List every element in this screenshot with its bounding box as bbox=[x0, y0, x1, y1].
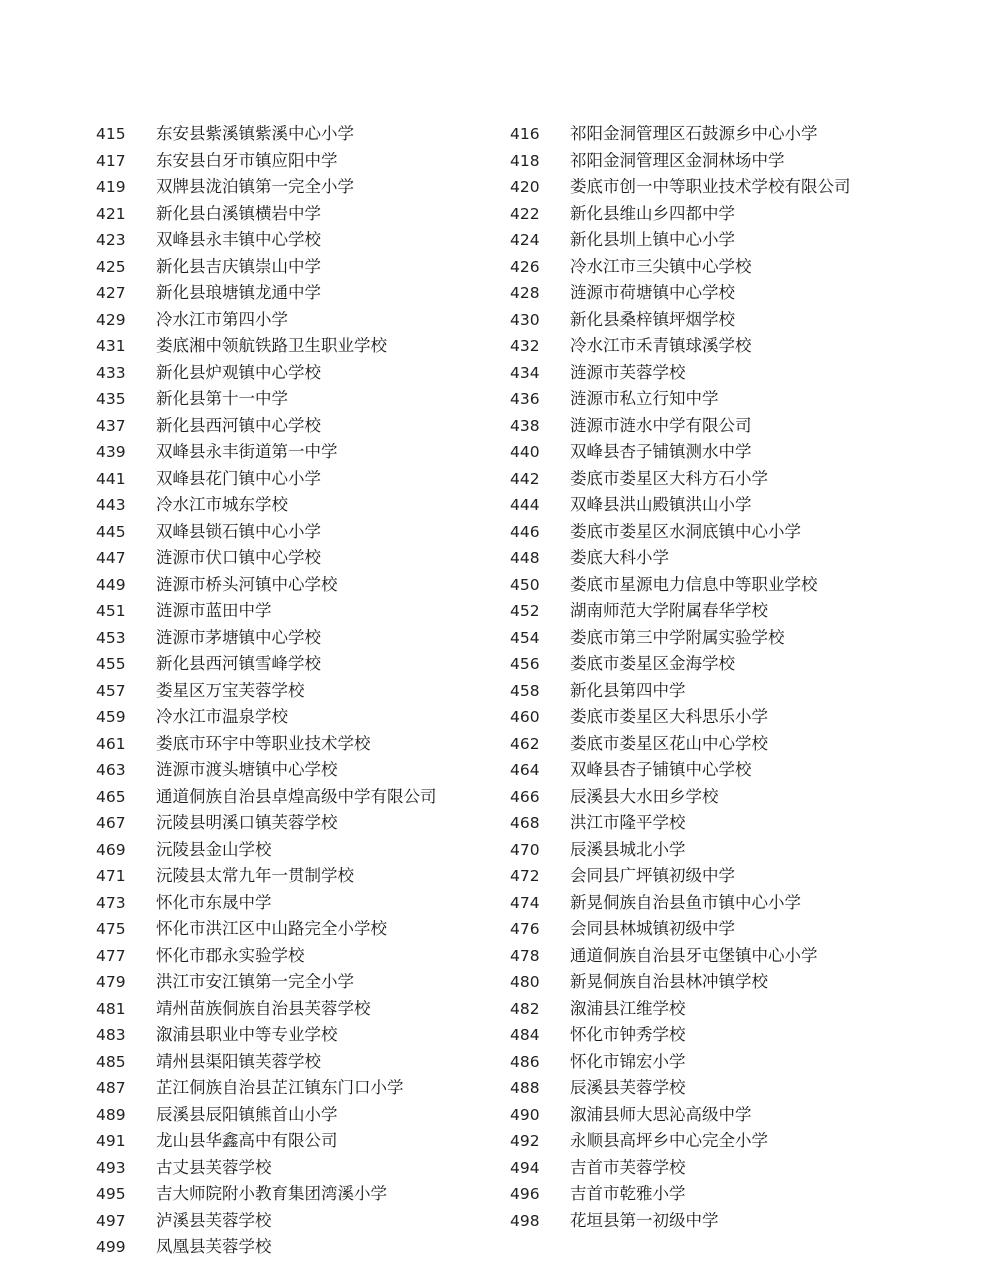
list-item bbox=[96, 201, 506, 228]
school-name: 溆浦县江维学校 bbox=[570, 998, 686, 1018]
list-item bbox=[96, 227, 506, 254]
item-number: 464 bbox=[510, 761, 540, 779]
school-name: 新化县第十一中学 bbox=[156, 389, 288, 408]
item-number: 468 bbox=[510, 814, 540, 832]
list-item bbox=[96, 598, 506, 625]
item-number: 432 bbox=[510, 337, 540, 355]
school-name: 会同县林城镇初级中学 bbox=[570, 919, 735, 938]
list-item bbox=[510, 1155, 950, 1182]
item-number: 496 bbox=[510, 1185, 540, 1203]
list-item bbox=[96, 148, 506, 175]
list-item bbox=[510, 148, 950, 175]
school-name: 娄底市娄星区大科思乐小学 bbox=[570, 707, 768, 726]
item-number: 454 bbox=[510, 628, 540, 647]
list-item bbox=[510, 360, 950, 387]
item-number: 452 bbox=[510, 602, 540, 620]
school-name: 新化县西河镇中心学校 bbox=[156, 415, 321, 435]
item-number: 486 bbox=[510, 1052, 540, 1071]
school-name: 新化县维山乡四都中学 bbox=[570, 203, 735, 223]
list-item bbox=[510, 863, 950, 890]
item-number: 497 bbox=[96, 1211, 126, 1230]
item-number: 456 bbox=[510, 655, 540, 673]
list-item bbox=[96, 704, 506, 731]
item-number: 475 bbox=[96, 920, 126, 938]
item-number: 484 bbox=[510, 1026, 540, 1044]
list-item bbox=[96, 943, 506, 970]
list-item bbox=[96, 916, 506, 943]
list-item bbox=[510, 1181, 950, 1208]
item-number: 415 bbox=[96, 125, 126, 143]
school-name: 涟源市伏口镇中心学校 bbox=[156, 548, 321, 567]
item-number: 430 bbox=[510, 310, 540, 329]
school-name: 双峰县永丰街道第一中学 bbox=[156, 442, 338, 461]
item-number: 493 bbox=[96, 1158, 126, 1177]
item-number: 442 bbox=[510, 469, 540, 488]
item-number: 474 bbox=[510, 893, 540, 912]
item-number: 470 bbox=[510, 840, 540, 859]
item-number: 434 bbox=[510, 363, 540, 382]
school-name: 双峰县杏子铺镇中心学校 bbox=[570, 760, 752, 779]
item-number: 416 bbox=[510, 125, 540, 143]
school-name: 涟源市芙蓉学校 bbox=[570, 362, 686, 382]
list-item bbox=[510, 916, 950, 943]
list-item bbox=[96, 890, 506, 917]
list-item bbox=[510, 201, 950, 228]
item-number: 467 bbox=[96, 814, 126, 832]
list-item bbox=[96, 1022, 506, 1049]
list-item bbox=[96, 333, 506, 360]
school-name: 芷江侗族自治县芷江镇东门口小学 bbox=[156, 1078, 404, 1097]
school-name: 娄底湘中领航铁路卫生职业学校 bbox=[156, 336, 387, 355]
item-number: 418 bbox=[510, 151, 540, 170]
item-number: 465 bbox=[96, 787, 126, 806]
school-name: 冷水江市温泉学校 bbox=[156, 707, 288, 726]
list-item bbox=[510, 678, 950, 705]
item-number: 441 bbox=[96, 469, 126, 488]
item-number: 463 bbox=[96, 761, 126, 779]
school-name: 靖州县渠阳镇芙蓉学校 bbox=[156, 1051, 321, 1071]
list-item bbox=[96, 466, 506, 493]
left-column bbox=[96, 121, 506, 1261]
item-number: 485 bbox=[96, 1052, 126, 1071]
school-name: 辰溪县芙蓉学校 bbox=[570, 1078, 686, 1097]
item-number: 478 bbox=[510, 946, 540, 965]
school-name: 娄底市娄星区花山中心学校 bbox=[570, 733, 768, 753]
item-number: 428 bbox=[510, 284, 540, 302]
list-item bbox=[510, 625, 950, 652]
school-name: 洪江市安江镇第一完全小学 bbox=[156, 972, 354, 991]
school-name: 靖州苗族侗族自治县芙蓉学校 bbox=[156, 998, 371, 1018]
list-item bbox=[510, 174, 950, 201]
school-name: 新化县琅塘镇龙通中学 bbox=[156, 283, 321, 302]
school-name: 双峰县杏子铺镇测水中学 bbox=[570, 442, 752, 461]
list-item bbox=[510, 784, 950, 811]
list-item bbox=[510, 386, 950, 413]
item-number: 461 bbox=[96, 734, 126, 753]
item-number: 477 bbox=[96, 946, 126, 965]
item-number: 489 bbox=[96, 1105, 126, 1124]
list-item bbox=[96, 1181, 506, 1208]
school-name: 涟源市渡头塘镇中心学校 bbox=[156, 760, 338, 779]
school-name: 冷水江市禾青镇球溪学校 bbox=[570, 336, 752, 355]
list-item bbox=[510, 439, 950, 466]
item-number: 499 bbox=[96, 1238, 126, 1256]
list-item bbox=[510, 333, 950, 360]
school-name: 新化县炉观镇中心学校 bbox=[156, 362, 321, 382]
list-item bbox=[510, 227, 950, 254]
list-item bbox=[510, 519, 950, 546]
school-name: 新化县吉庆镇崇山中学 bbox=[156, 256, 321, 276]
school-name: 新化县第四中学 bbox=[570, 680, 686, 700]
school-name: 通道侗族自治县牙屯堡镇中心小学 bbox=[570, 945, 818, 965]
list-item bbox=[510, 731, 950, 758]
list-item bbox=[96, 307, 506, 334]
item-number: 448 bbox=[510, 549, 540, 567]
school-name: 新化县圳上镇中心小学 bbox=[570, 230, 735, 249]
school-name: 娄底市第三中学附属实验学校 bbox=[570, 627, 785, 647]
school-name: 冷水江市三尖镇中心学校 bbox=[570, 256, 752, 276]
item-number: 480 bbox=[510, 973, 540, 991]
school-name: 涟源市蓝田中学 bbox=[156, 601, 272, 620]
list-item bbox=[96, 1049, 506, 1076]
school-name: 沅陵县明溪口镇芙蓉学校 bbox=[156, 813, 338, 832]
school-name: 祁阳金洞管理区金洞林场中学 bbox=[570, 150, 785, 170]
list-item bbox=[510, 1049, 950, 1076]
school-name: 沅陵县金山学校 bbox=[156, 839, 272, 859]
item-number: 471 bbox=[96, 867, 126, 885]
school-name: 涟源市私立行知中学 bbox=[570, 389, 719, 408]
school-name: 娄底市娄星区大科方石小学 bbox=[570, 468, 768, 488]
school-name: 涟源市茅塘镇中心学校 bbox=[156, 627, 321, 647]
list-item bbox=[510, 837, 950, 864]
item-number: 427 bbox=[96, 284, 126, 302]
item-number: 459 bbox=[96, 708, 126, 726]
item-number: 431 bbox=[96, 337, 126, 355]
list-item bbox=[510, 810, 950, 837]
item-number: 453 bbox=[96, 628, 126, 647]
list-item bbox=[96, 625, 506, 652]
school-name: 新化县西河镇雪峰学校 bbox=[156, 654, 321, 673]
item-number: 494 bbox=[510, 1158, 540, 1177]
school-name: 东安县紫溪镇紫溪中心小学 bbox=[156, 124, 354, 143]
item-number: 466 bbox=[510, 787, 540, 806]
list-item bbox=[510, 466, 950, 493]
item-number: 417 bbox=[96, 151, 126, 170]
school-name: 新化县白溪镇横岩中学 bbox=[156, 203, 321, 223]
item-number: 435 bbox=[96, 390, 126, 408]
school-name: 怀化市洪江区中山路完全小学校 bbox=[156, 919, 387, 938]
item-number: 458 bbox=[510, 681, 540, 700]
school-name: 新晃侗族自治县林冲镇学校 bbox=[570, 972, 768, 991]
school-name: 东安县白牙市镇应阳中学 bbox=[156, 150, 338, 170]
item-number: 483 bbox=[96, 1026, 126, 1044]
school-name: 娄星区万宝芙蓉学校 bbox=[156, 680, 305, 700]
school-name: 娄底市娄星区金海学校 bbox=[570, 654, 735, 673]
school-name: 娄底市娄星区水洞底镇中心小学 bbox=[570, 521, 801, 541]
item-number: 424 bbox=[510, 231, 540, 249]
item-number: 498 bbox=[510, 1211, 540, 1230]
list-item bbox=[510, 280, 950, 307]
school-name: 新晃侗族自治县鱼市镇中心小学 bbox=[570, 892, 801, 912]
school-name: 双峰县洪山殿镇洪山小学 bbox=[570, 495, 752, 514]
school-name: 祁阳金洞管理区石鼓源乡中心小学 bbox=[570, 124, 818, 143]
list-item bbox=[96, 492, 506, 519]
item-number: 495 bbox=[96, 1185, 126, 1203]
list-item bbox=[96, 863, 506, 890]
list-item bbox=[96, 1234, 506, 1261]
item-number: 457 bbox=[96, 681, 126, 700]
list-item bbox=[96, 969, 506, 996]
list-item bbox=[510, 492, 950, 519]
school-name: 娄底市创一中等职业技术学校有限公司 bbox=[570, 177, 851, 196]
school-name: 溆浦县师大思沁高级中学 bbox=[570, 1104, 752, 1124]
item-number: 481 bbox=[96, 999, 126, 1018]
list-item bbox=[96, 1155, 506, 1182]
list-item bbox=[96, 572, 506, 599]
school-name: 双峰县锁石镇中心小学 bbox=[156, 521, 321, 541]
list-item bbox=[96, 1075, 506, 1102]
list-item bbox=[96, 996, 506, 1023]
school-name: 双牌县泷泊镇第一完全小学 bbox=[156, 177, 354, 196]
item-number: 491 bbox=[96, 1132, 126, 1150]
right-column bbox=[510, 121, 950, 1234]
item-number: 487 bbox=[96, 1079, 126, 1097]
school-name: 沅陵县太常九年一贯制学校 bbox=[156, 866, 354, 885]
item-number: 446 bbox=[510, 522, 540, 541]
item-number: 479 bbox=[96, 973, 126, 991]
school-name: 涟源市涟水中学有限公司 bbox=[570, 415, 752, 435]
list-item bbox=[96, 678, 506, 705]
list-item bbox=[510, 996, 950, 1023]
school-name: 冷水江市城东学校 bbox=[156, 495, 288, 514]
item-number: 437 bbox=[96, 416, 126, 435]
item-number: 444 bbox=[510, 496, 540, 514]
item-number: 436 bbox=[510, 390, 540, 408]
item-number: 492 bbox=[510, 1132, 540, 1150]
school-name: 怀化市锦宏小学 bbox=[570, 1051, 686, 1071]
school-name: 娄底市星源电力信息中等职业学校 bbox=[570, 574, 818, 594]
item-number: 488 bbox=[510, 1079, 540, 1097]
list-item bbox=[510, 572, 950, 599]
item-number: 425 bbox=[96, 257, 126, 276]
list-item bbox=[96, 386, 506, 413]
item-number: 473 bbox=[96, 893, 126, 912]
item-number: 433 bbox=[96, 363, 126, 382]
school-name: 古丈县芙蓉学校 bbox=[156, 1157, 272, 1177]
item-number: 423 bbox=[96, 231, 126, 249]
school-name: 洪江市隆平学校 bbox=[570, 813, 686, 832]
school-name: 辰溪县辰阳镇熊首山小学 bbox=[156, 1104, 338, 1124]
item-number: 482 bbox=[510, 999, 540, 1018]
school-name: 通道侗族自治县卓煌高级中学有限公司 bbox=[156, 786, 437, 806]
item-number: 449 bbox=[96, 575, 126, 594]
school-name: 凤凰县芙蓉学校 bbox=[156, 1237, 272, 1256]
item-number: 429 bbox=[96, 310, 126, 329]
list-item bbox=[510, 1075, 950, 1102]
item-number: 439 bbox=[96, 443, 126, 461]
list-item bbox=[96, 1208, 506, 1235]
item-number: 451 bbox=[96, 602, 126, 620]
school-name: 娄底市环宇中等职业技术学校 bbox=[156, 733, 371, 753]
school-name: 溆浦县职业中等专业学校 bbox=[156, 1025, 338, 1044]
school-name: 辰溪县城北小学 bbox=[570, 839, 686, 859]
list-item bbox=[96, 731, 506, 758]
school-name: 冷水江市第四小学 bbox=[156, 309, 288, 329]
list-item bbox=[510, 757, 950, 784]
list-item bbox=[96, 784, 506, 811]
school-name: 双峰县花门镇中心小学 bbox=[156, 468, 321, 488]
school-name: 涟源市荷塘镇中心学校 bbox=[570, 283, 735, 302]
list-item bbox=[96, 360, 506, 387]
school-name: 泸溪县芙蓉学校 bbox=[156, 1210, 272, 1230]
list-item bbox=[96, 1102, 506, 1129]
school-name: 娄底大科小学 bbox=[570, 548, 669, 567]
item-number: 450 bbox=[510, 575, 540, 594]
school-name: 怀化市钟秀学校 bbox=[570, 1025, 686, 1044]
list-item bbox=[510, 704, 950, 731]
list-item bbox=[96, 280, 506, 307]
list-item bbox=[510, 969, 950, 996]
list-item bbox=[96, 439, 506, 466]
school-name: 辰溪县大水田乡学校 bbox=[570, 786, 719, 806]
school-name: 龙山县华鑫高中有限公司 bbox=[156, 1131, 338, 1150]
item-number: 443 bbox=[96, 496, 126, 514]
list-item bbox=[510, 254, 950, 281]
item-number: 469 bbox=[96, 840, 126, 859]
school-name: 永顺县高坪乡中心完全小学 bbox=[570, 1131, 768, 1150]
school-name: 吉大师院附小教育集团湾溪小学 bbox=[156, 1184, 387, 1203]
item-number: 472 bbox=[510, 867, 540, 885]
list-item bbox=[96, 651, 506, 678]
list-item bbox=[510, 307, 950, 334]
list-item bbox=[510, 598, 950, 625]
school-name: 新化县桑梓镇坪烟学校 bbox=[570, 309, 735, 329]
school-name: 涟源市桥头河镇中心学校 bbox=[156, 574, 338, 594]
school-name: 花垣县第一初级中学 bbox=[570, 1210, 719, 1230]
item-number: 421 bbox=[96, 204, 126, 223]
item-number: 420 bbox=[510, 178, 540, 196]
item-number: 476 bbox=[510, 920, 540, 938]
list-item bbox=[510, 651, 950, 678]
school-name: 湖南师范大学附属春华学校 bbox=[570, 601, 768, 620]
list-item bbox=[510, 121, 950, 148]
item-number: 426 bbox=[510, 257, 540, 276]
list-item bbox=[510, 943, 950, 970]
item-number: 460 bbox=[510, 708, 540, 726]
item-number: 462 bbox=[510, 734, 540, 753]
item-number: 440 bbox=[510, 443, 540, 461]
list-item bbox=[96, 757, 506, 784]
list-item bbox=[96, 1128, 506, 1155]
school-name: 双峰县永丰镇中心学校 bbox=[156, 230, 321, 249]
list-item bbox=[510, 545, 950, 572]
list-item bbox=[96, 254, 506, 281]
school-name: 吉首市芙蓉学校 bbox=[570, 1157, 686, 1177]
item-number: 438 bbox=[510, 416, 540, 435]
item-number: 445 bbox=[96, 522, 126, 541]
list-item bbox=[96, 810, 506, 837]
list-item bbox=[510, 1022, 950, 1049]
item-number: 455 bbox=[96, 655, 126, 673]
list-item bbox=[510, 1102, 950, 1129]
list-item bbox=[510, 1208, 950, 1235]
school-name: 吉首市乾雅小学 bbox=[570, 1184, 686, 1203]
list-item bbox=[96, 519, 506, 546]
school-name: 怀化市郡永实验学校 bbox=[156, 945, 305, 965]
list-item bbox=[510, 890, 950, 917]
school-name: 怀化市东晟中学 bbox=[156, 892, 272, 912]
item-number: 490 bbox=[510, 1105, 540, 1124]
list-item bbox=[96, 174, 506, 201]
item-number: 422 bbox=[510, 204, 540, 223]
school-name: 会同县广坪镇初级中学 bbox=[570, 866, 735, 885]
item-number: 447 bbox=[96, 549, 126, 567]
list-item bbox=[96, 413, 506, 440]
item-number: 419 bbox=[96, 178, 126, 196]
list-item bbox=[96, 545, 506, 572]
list-item bbox=[510, 413, 950, 440]
list-item bbox=[510, 1128, 950, 1155]
list-item bbox=[96, 837, 506, 864]
list-item bbox=[96, 121, 506, 148]
